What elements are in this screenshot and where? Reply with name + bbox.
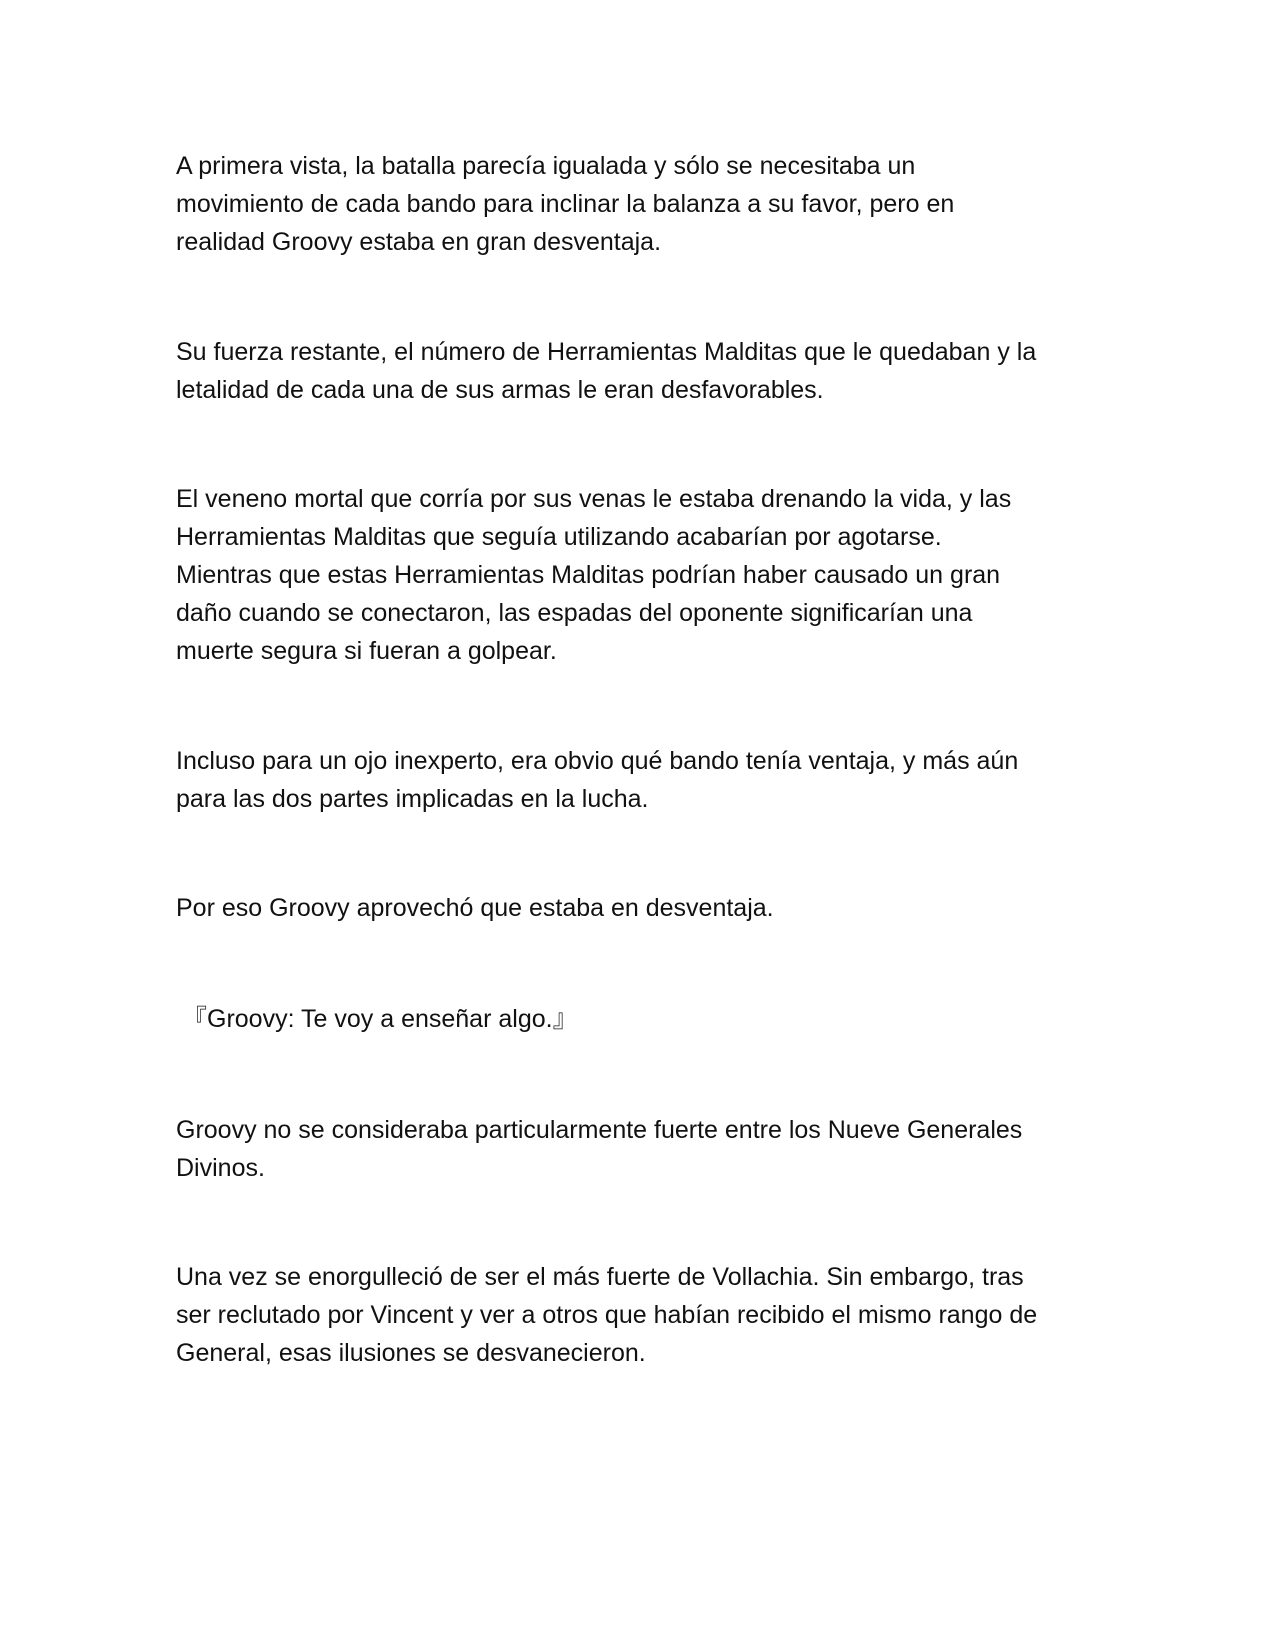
paragraph-1: A primera vista, la batalla parecía igualada y sólo se necesitaba un movimiento de cada bando para inclinar la balanza a su favor, pero en realidad Groovy estaba en gran desventaja.	[176, 152, 955, 256]
paragraph-3: El veneno mortal que corría por sus venas le estaba drenando la vida, y las Herramientas Malditas que seguía utilizando acabarían por agotarse. Mientras que estas Herramientas Malditas podrían haber causado un gran daño cuando se conectaron, las espadas del oponente significarían una muerte segura si fueran a golpear.	[176, 485, 1012, 665]
paragraph-8: Una vez se enorgulleció de ser el más fuerte de Vollachia. Sin embargo, tras ser reclutado por Vincent y ver a otros que habían recibido el mismo rango de General, esas ilusiones se desvanecieron.	[176, 1263, 1038, 1367]
paragraph-7: Groovy no se consideraba particularmente fuerte entre los Nueve Generales Divinos.	[176, 1116, 1023, 1182]
paragraph-4: Incluso para un ojo inexperto, era obvio qué bando tenía ventaja, y más aún para las dos partes implicadas en la lucha.	[176, 747, 1019, 813]
paragraph-2: Su fuerza restante, el número de Herramientas Malditas que le quedaban y la letalidad de cada una de sus armas le eran desfavorables.	[176, 338, 1037, 404]
paragraph-5: Por eso Groovy aprovechó que estaba en desventaja.	[176, 894, 774, 922]
dialogue-line: 『Groovy: Te voy a enseñar algo.』	[182, 1005, 578, 1033]
